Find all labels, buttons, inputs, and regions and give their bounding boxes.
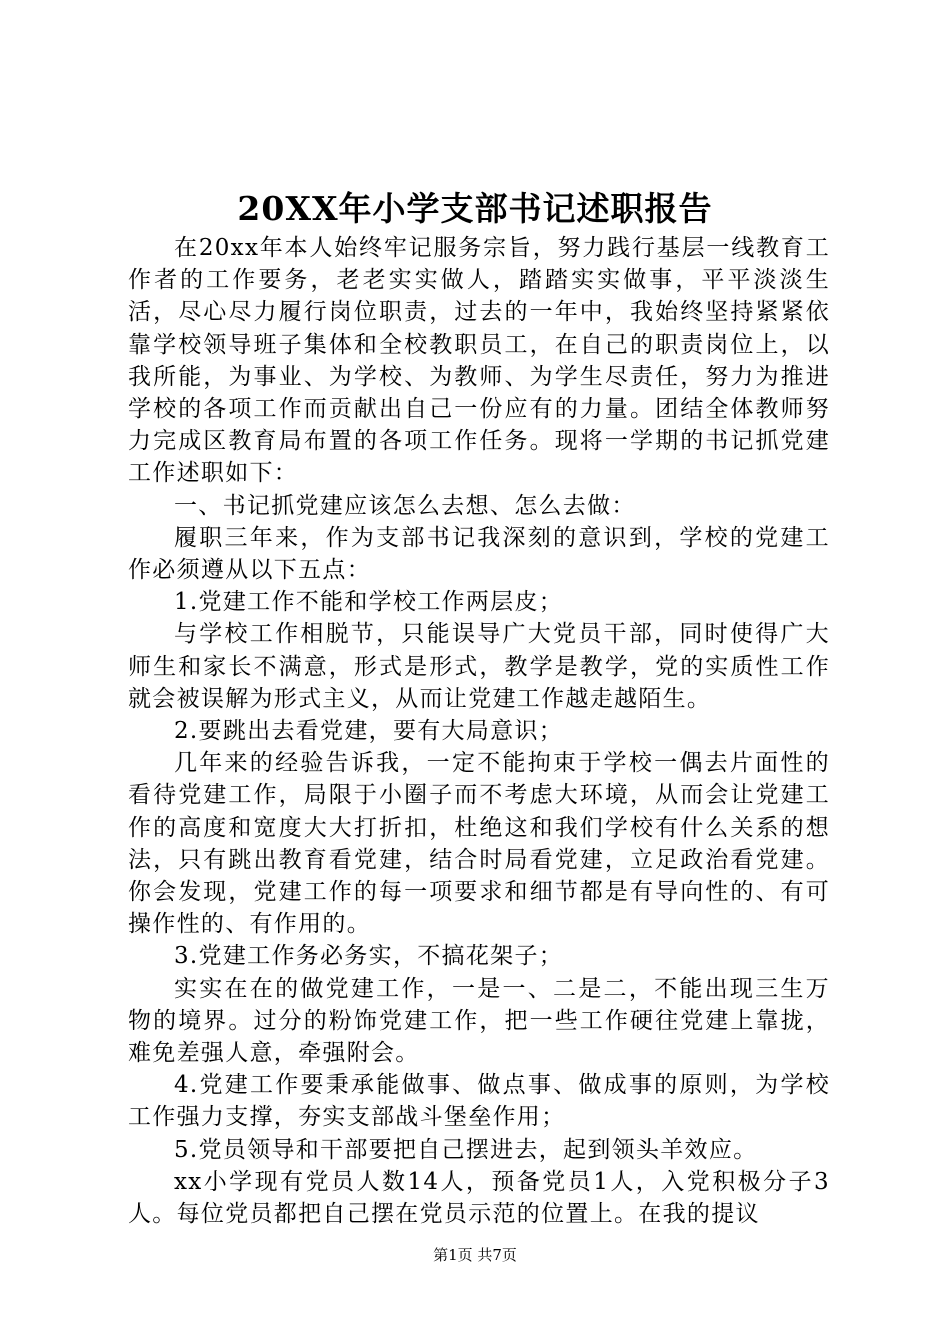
paragraph-five-points: 履职三年来，作为支部书记我深刻的意识到，学校的党建工作必须遵从以下五点： (128, 524, 830, 584)
document-title: 20XX年小学支部书记述职报告 (237, 189, 713, 228)
section-heading-1: 一、书记抓党建应该怎么去想、怎么去做： (174, 492, 636, 519)
point-3-heading: 3.党建工作务必务实，不搞花架子； (174, 943, 564, 970)
point-3-body: 实实在在的做党建工作，一是一、二是二，不能出现三生万物的境界。过分的粉饰党建工作，把一些工作硬往党建上靠拢，难免差强人意，牵强附会。 (128, 975, 830, 1067)
paragraph-intro: 在20xx年本人始终牢记服务宗旨，努力践行基层一线教育工作者的工作要务，老老实实做人，踏踏实实做事，平平淡淡生活，尽心尽力履行岗位职责，过去的一年中，我始终坚持紧紧依靠学校领导班子集体和全校教职员工，在自己的职责岗位上，以我所能，为事业、为学校、为教师、为学生尽责任，努力为推进学校的各项工作而贡献出自己一份应有的力量。团结全体教师努力完成区教育局布置的各项工作任务。现将一学期的书记抓党建工作述职如下： (128, 235, 830, 487)
point-4: 4.党建工作要秉承能做事、做点事、做成事的原则，为学校工作强力支撑，夯实支部战斗堡垒作用； (128, 1072, 830, 1131)
point-5: 5.党员领导和干部要把自己摆进去，起到领头羊效应。 (174, 1136, 758, 1163)
document-body (128, 232, 830, 1230)
page-number: 第1页 共7页 (433, 1246, 517, 1264)
point-1-heading: 1.党建工作不能和学校工作两层皮； (174, 589, 564, 616)
point-2-body: 几年来的经验告诉我，一定不能拘束于学校一偶去片面性的看待党建工作，局限于小圈子而不考虑大环境，从而会让党建工作的高度和宽度大大打折扣，杜绝这和我们学校有什么关系的想法，只有跳出教育看党建，结合时局看党建，立足政治看党建。你会发现，党建工作的每一项要求和细节都是有导向性的、有可操作性的、有作用的。 (128, 750, 830, 938)
paragraph-membership: xx小学现有党员人数14人，预备党员1人，入党积极分子3人。每位党员都把自己摆在党员示范的位置上。在我的提议 (128, 1168, 830, 1228)
point-1-body: 与学校工作相脱节，只能误导广大党员干部，同时使得广大师生和家长不满意，形式是形式，教学是教学，党的实质性工作就会被误解为形式主义，从而让党建工作越走越陌生。 (128, 621, 830, 712)
point-2-heading: 2.要跳出去看党建，要有大局意识； (174, 718, 564, 745)
